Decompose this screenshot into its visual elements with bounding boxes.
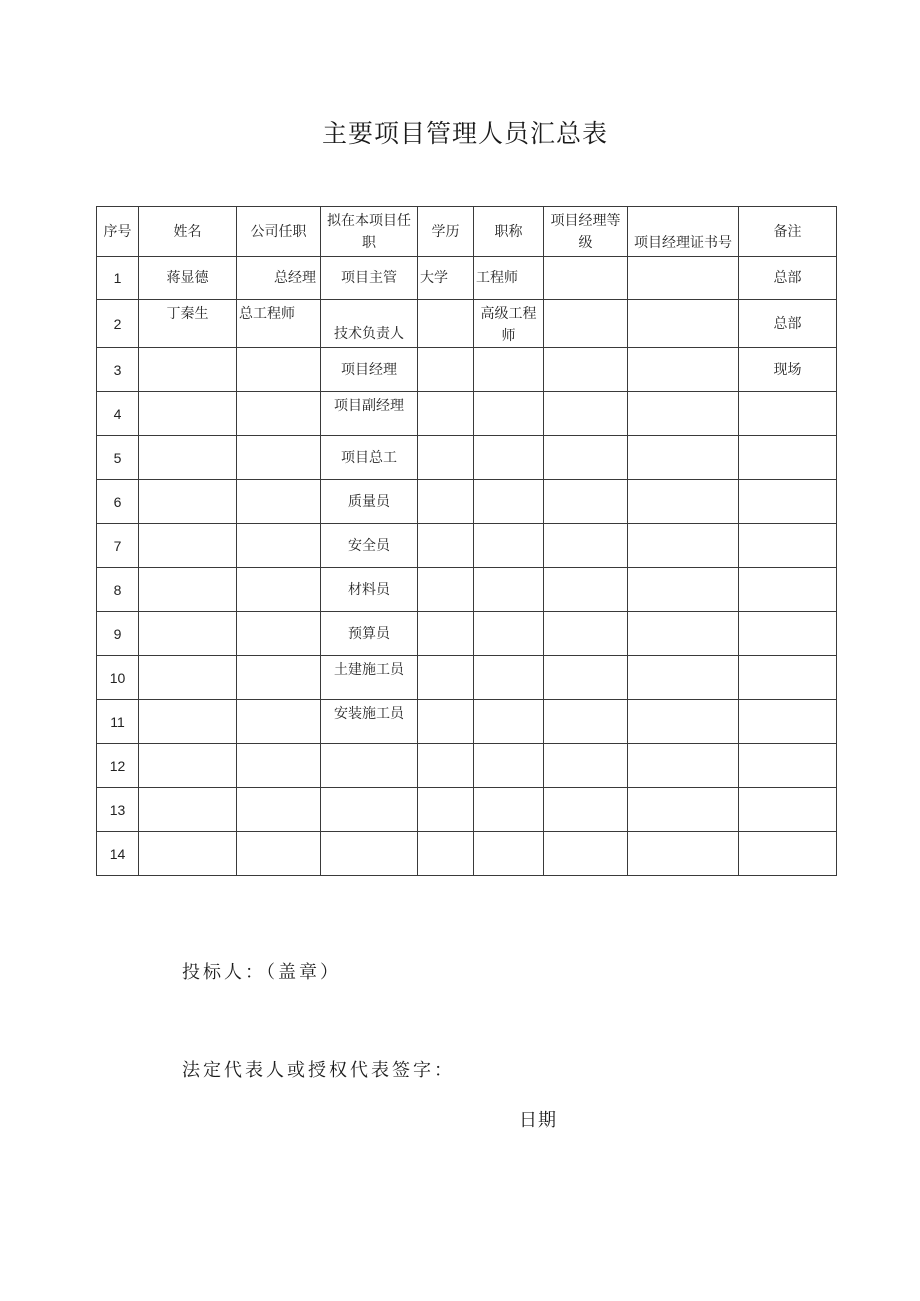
cell-note [739,612,837,656]
cell-no: 14 [97,832,139,876]
cell-title [474,392,544,436]
cell-company-post [237,700,321,744]
cell-company-post [237,392,321,436]
cell-pm-cert [628,480,739,524]
cell-education [418,744,474,788]
cell-education [418,568,474,612]
cell-title [474,744,544,788]
cell-pm-grade [544,480,628,524]
cell-note [739,744,837,788]
cell-pm-cert [628,300,739,348]
cell-no: 5 [97,436,139,480]
cell-pm-grade [544,744,628,788]
cell-no: 13 [97,788,139,832]
cell-name [139,656,237,700]
cell-pm-cert [628,436,739,480]
cell-project-role: 项目副经理 [321,392,418,436]
cell-note: 现场 [739,348,837,392]
cell-pm-grade [544,257,628,300]
cell-note: 总部 [739,300,837,348]
cell-name [139,524,237,568]
table-row [97,257,837,300]
cell-company-post [237,568,321,612]
cell-project-role: 项目经理 [321,348,418,392]
table-row [97,436,837,480]
cell-company-post [237,612,321,656]
cell-company-post [237,832,321,876]
cell-company-post [237,436,321,480]
table-row [97,568,837,612]
table-header [97,207,837,257]
signature-label: 法定代表人或授权代表签字： [182,1060,455,1081]
header-cell-pm-grade: 项目经理等级 [544,207,628,257]
cell-note [739,568,837,612]
cell-name [139,744,237,788]
cell-no: 6 [97,480,139,524]
cell-title [474,788,544,832]
bidder-seal-label: 投标人：（盖章） [182,962,341,983]
header-cell-company-post: 公司任职 [237,207,321,257]
cell-education [418,832,474,876]
cell-pm-cert [628,832,739,876]
cell-title [474,832,544,876]
cell-pm-grade [544,348,628,392]
cell-title: 高级工程师 [474,300,544,348]
cell-no: 10 [97,656,139,700]
cell-education [418,612,474,656]
table-row [97,788,837,832]
cell-no: 7 [97,524,139,568]
cell-project-role: 土建施工员 [321,656,418,700]
cell-no: 3 [97,348,139,392]
table-row [97,348,837,392]
header-cell-note: 备注 [739,207,837,257]
cell-company-post [237,788,321,832]
cell-education [418,348,474,392]
cell-pm-cert [628,612,739,656]
cell-note [739,788,837,832]
cell-education [418,656,474,700]
cell-name [139,788,237,832]
cell-pm-grade [544,300,628,348]
cell-pm-cert [628,656,739,700]
cell-pm-grade [544,436,628,480]
cell-name [139,568,237,612]
cell-title [474,436,544,480]
cell-note: 总部 [739,257,837,300]
cell-project-role [321,832,418,876]
cell-title [474,348,544,392]
cell-company-post [237,524,321,568]
cell-project-role: 安全员 [321,524,418,568]
cell-education [418,788,474,832]
cell-project-role: 技术负责人 [321,300,418,348]
table-row [97,300,837,348]
cell-pm-grade [544,656,628,700]
cell-company-post [237,656,321,700]
cell-title [474,656,544,700]
cell-pm-grade [544,392,628,436]
cell-note [739,656,837,700]
cell-project-role: 预算员 [321,612,418,656]
cell-note [739,480,837,524]
header-cell-title: 职称 [474,207,544,257]
cell-title [474,612,544,656]
cell-title: 工程师 [474,257,544,300]
cell-pm-cert [628,524,739,568]
cell-pm-cert [628,744,739,788]
cell-no: 8 [97,568,139,612]
cell-pm-grade [544,700,628,744]
cell-pm-grade [544,788,628,832]
cell-note [739,524,837,568]
cell-name [139,612,237,656]
cell-project-role: 质量员 [321,480,418,524]
cell-title [474,700,544,744]
cell-name: 蒋显德 [139,257,237,300]
cell-pm-cert [628,348,739,392]
cell-pm-grade [544,612,628,656]
cell-company-post [237,348,321,392]
cell-title [474,480,544,524]
table-row [97,832,837,876]
table-row [97,744,837,788]
cell-name [139,436,237,480]
cell-pm-grade [544,568,628,612]
cell-no: 1 [97,257,139,300]
table-row [97,392,837,436]
header-cell-pm-cert: 项目经理证书号 [628,207,739,257]
cell-education [418,524,474,568]
cell-no: 2 [97,300,139,348]
staff-summary-table [96,206,837,876]
cell-project-role: 材料员 [321,568,418,612]
header-cell-education: 学历 [418,207,474,257]
header-cell-name: 姓名 [139,207,237,257]
table-row [97,480,837,524]
cell-name [139,392,237,436]
cell-pm-cert [628,700,739,744]
table-row [97,656,837,700]
cell-education [418,300,474,348]
cell-company-post [237,744,321,788]
cell-education [418,392,474,436]
cell-pm-grade [544,832,628,876]
cell-pm-cert [628,568,739,612]
cell-project-role [321,744,418,788]
cell-education [418,436,474,480]
cell-no: 4 [97,392,139,436]
table-body [97,257,837,876]
cell-pm-cert [628,788,739,832]
table-row [97,612,837,656]
cell-project-role: 项目总工 [321,436,418,480]
page-title: 主要项目管理人员汇总表 [321,119,608,148]
header-cell-project-role: 拟在本项目任职 [321,207,418,257]
cell-note [739,832,837,876]
table-row [97,700,837,744]
cell-title [474,524,544,568]
cell-name: 丁秦生 [139,300,237,348]
cell-no: 12 [97,744,139,788]
date-label: 日期 [519,1110,557,1131]
cell-note [739,436,837,480]
header-cell-no: 序号 [97,207,139,257]
cell-no: 9 [97,612,139,656]
cell-note [739,392,837,436]
cell-pm-cert [628,392,739,436]
table-row [97,524,837,568]
cell-education [418,700,474,744]
cell-project-role [321,788,418,832]
cell-company-post [237,480,321,524]
cell-education: 大学 [418,257,474,300]
cell-title [474,568,544,612]
cell-name [139,832,237,876]
cell-name [139,480,237,524]
cell-name [139,700,237,744]
cell-pm-cert [628,257,739,300]
cell-pm-grade [544,524,628,568]
cell-project-role: 安装施工员 [321,700,418,744]
cell-no: 11 [97,700,139,744]
cell-company-post: 总经理 [237,257,321,300]
cell-name [139,348,237,392]
cell-education [418,480,474,524]
cell-note [739,700,837,744]
cell-project-role: 项目主管 [321,257,418,300]
cell-company-post: 总工程师 [237,300,321,348]
